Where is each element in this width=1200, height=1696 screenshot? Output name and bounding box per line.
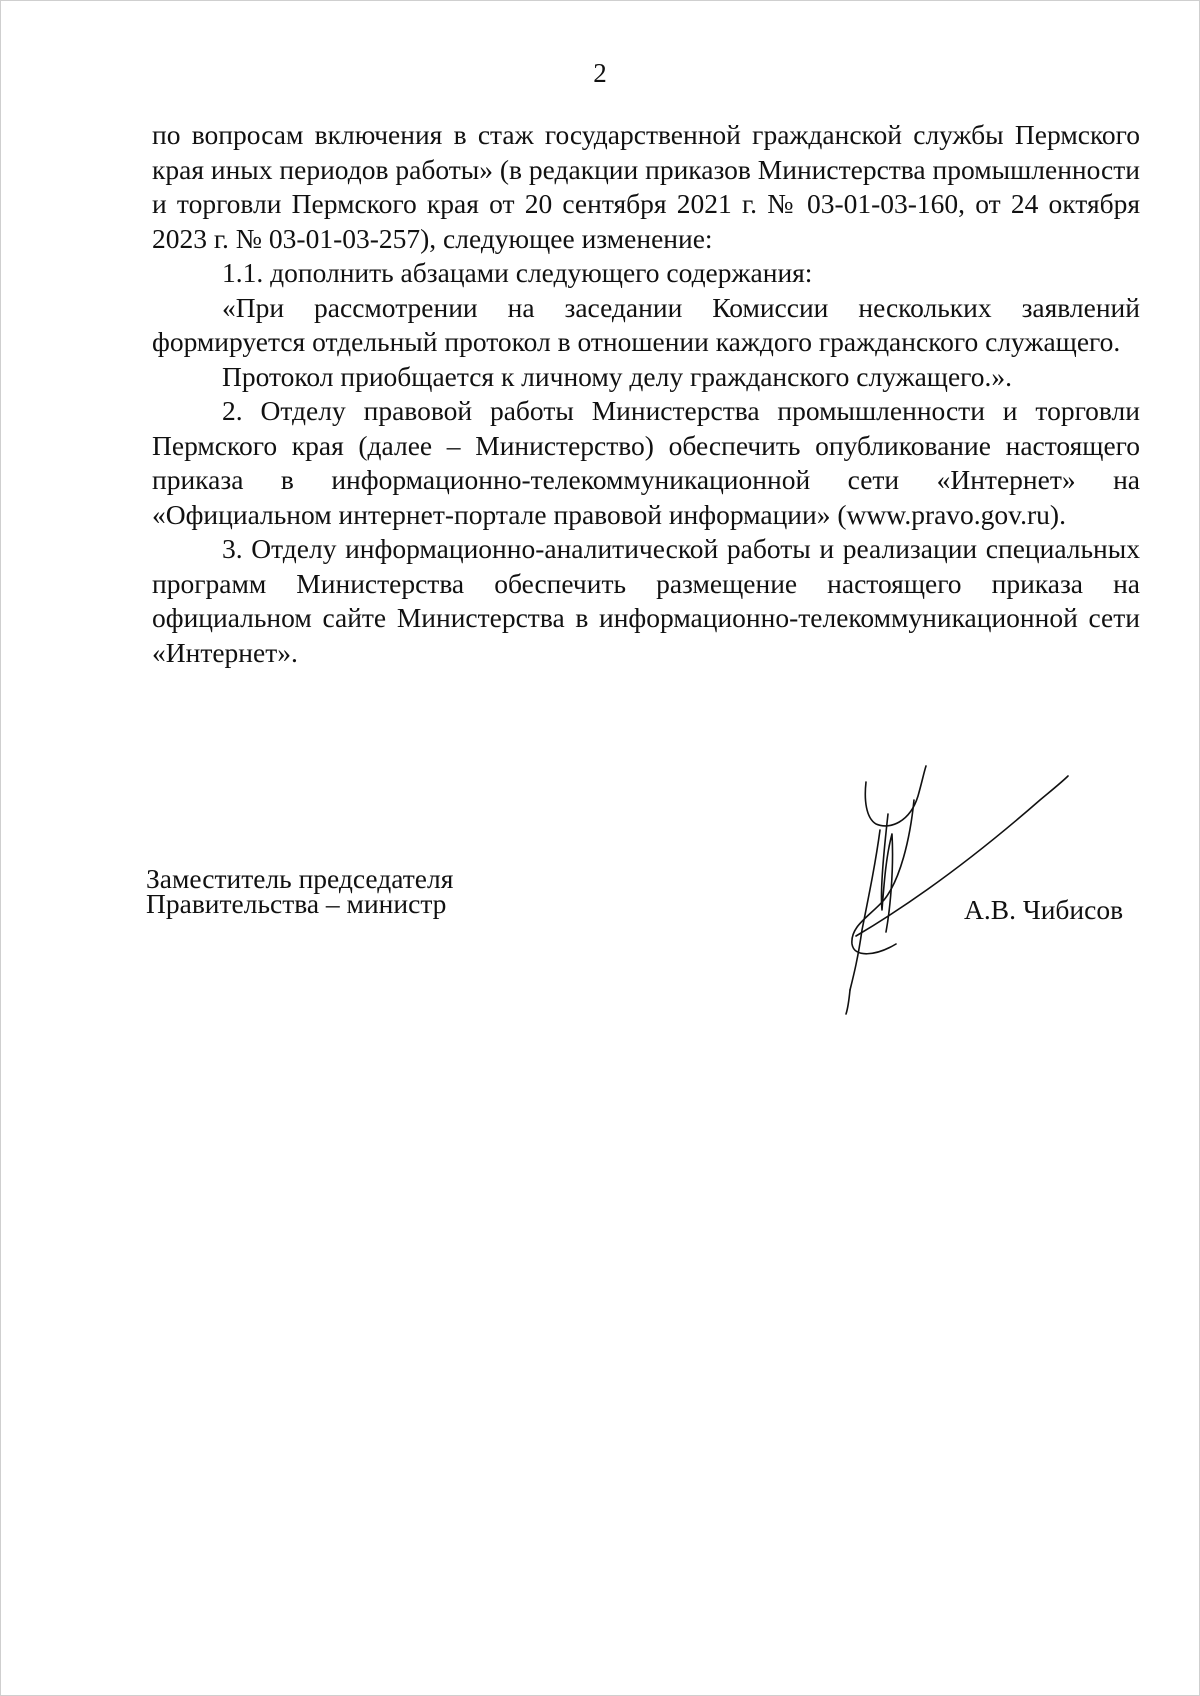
- paragraph-2: 2. Отделу правовой работы Министерства промышленности и торговли Пермского края (далее – Министерство) обеспечить опубликование настоящего приказа в информационно-телекоммуникационной сети «Интернет» на «Официальном интернет-портале правовой информации» (www.pravo.gov.ru).: [152, 395, 1140, 530]
- document-body: [152, 118, 1140, 670]
- paragraph-quote: «При рассмотрении на заседании Комиссии нескольких заявлений формируется отдельный протокол в отношении каждого гражданского служащего.: [152, 291, 1140, 357]
- paragraph-3: 3. Отделу информационно-аналитической работы и реализации специальных программ Министерства обеспечить размещение настоящего приказа на официальном сайте Министерства в информационно-телекоммуникационной сети «Интернет».: [152, 533, 1140, 668]
- signer-name: А.В. Чибисов: [964, 894, 1124, 925]
- signer-position-line2: Правительства – министр: [146, 888, 447, 919]
- paragraph-1-1: 1.1. дополнить абзацами следующего содержания:: [222, 257, 813, 288]
- signer-position-line1: Заместитель председателя: [146, 863, 454, 894]
- handwritten-signature: [840, 760, 1080, 1020]
- paragraph-protocol: Протокол приобщается к личному делу гражданского служащего.».: [222, 360, 1013, 392]
- signer-position: [146, 863, 454, 919]
- page-number: 2: [593, 58, 607, 88]
- paragraph-continuation: по вопросам включения в стаж государственной гражданской службы Пермского края иных периодов работы» (в редакции приказов Министерства промышленности и торговли Пермского края от 20 сентября 2021 г. № 03-01-03-160, от 24 октября 2023 г. № 03-01-03-257), следующее изменение:: [152, 119, 1140, 254]
